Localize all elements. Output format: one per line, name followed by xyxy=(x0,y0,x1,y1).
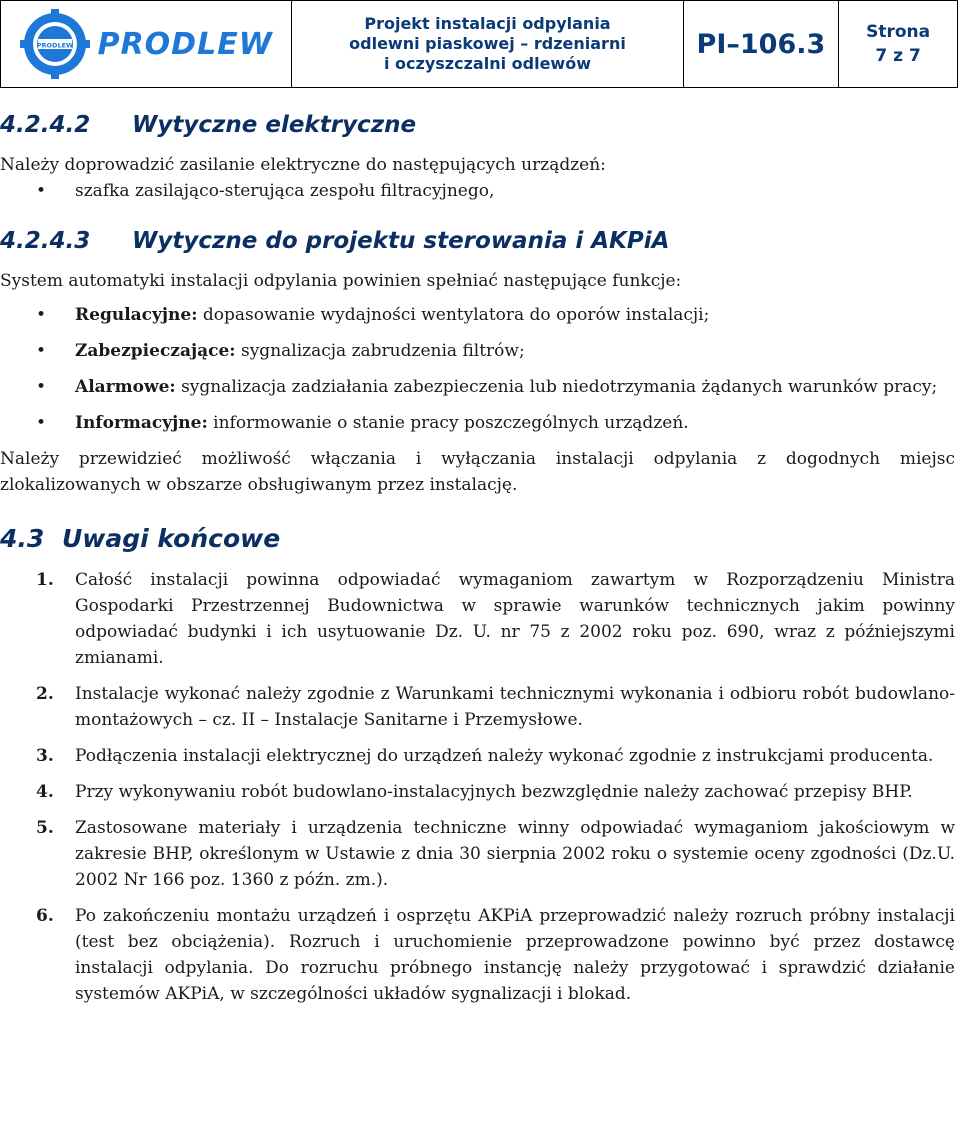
logo-cell xyxy=(1,1,292,87)
bullet-text: informowanie o stanie pracy poszczególnych urządzeń. xyxy=(207,413,689,433)
bullet-item xyxy=(0,338,955,364)
page-indicator xyxy=(839,1,957,87)
item-number: 5. xyxy=(36,818,54,838)
bullet-text: dopasowanie wydajności wentylatora do oporów instalacji; xyxy=(197,305,710,325)
title-line-2: odlewni piaskowej – rdzeniarni xyxy=(349,34,626,53)
section-number: 4.3 xyxy=(0,524,45,553)
bullet-item xyxy=(0,374,955,400)
title-line-3: i oczyszczalni odlewów xyxy=(384,54,591,73)
section-number: 4.2.4.2 xyxy=(0,112,91,138)
bullet-icon: • xyxy=(36,341,47,361)
project-title xyxy=(292,1,683,87)
gear-emblem-icon xyxy=(20,9,90,79)
paragraph: Należy przewidzieć możliwość włączania i wyłączania instalacji odpylania z dogodnych miejsc zlokalizowanych w obszarze obsługiwanym przez instalację. xyxy=(0,449,955,495)
item-text: Po zakończeniu montażu urządzeń i osprzętu AKPiA przeprowadzić należy rozruch próbny instalacji (test bez obciążenia). Rozruch i uruchomienie przeprowadzone powinno być przez dostawcę instalacji odpylania. Do rozruchu próbnego instancję należy przygotować i sprawdzić działanie systemów AKPiA, w szczególności układów sygnalizacji i blokad. xyxy=(75,906,955,1004)
paragraph: Należy doprowadzić zasilanie elektryczne do następujących urządzeń: xyxy=(0,155,606,175)
bullet-icon: • xyxy=(36,413,47,433)
title-line-1: Projekt instalacji odpylania xyxy=(364,14,611,33)
section-heading-automation xyxy=(0,228,955,254)
section-heading-final-notes xyxy=(0,524,955,553)
bullet-item xyxy=(0,178,955,204)
section-heading-electrical xyxy=(0,112,955,138)
bullet-icon: • xyxy=(36,305,47,325)
numbered-item xyxy=(0,681,955,733)
bullet-text: sygnalizacja zadziałania zabezpieczenia lub niedotrzymania żądanych warunków pracy; xyxy=(175,377,938,397)
bullet-icon: • xyxy=(36,377,47,397)
bullet-label: Zabezpieczające: xyxy=(75,341,236,361)
document-code: PI–106.3 xyxy=(684,1,840,87)
numbered-item xyxy=(0,815,955,893)
item-number: 4. xyxy=(36,782,54,802)
document-header xyxy=(0,0,958,88)
paragraph: System automatyki instalacji odpylania powinien spełniać następujące funkcje: xyxy=(0,271,682,291)
item-number: 2. xyxy=(36,684,54,704)
page-label: Strona xyxy=(866,22,931,42)
numbered-item xyxy=(0,743,955,769)
section-number: 4.2.4.3 xyxy=(0,228,91,254)
numbered-item xyxy=(0,779,955,805)
bullet-item xyxy=(0,410,955,436)
item-text: Podłączenia instalacji elektrycznej do urządzeń należy wykonać zgodnie z instrukcjami producenta. xyxy=(75,746,934,766)
item-number: 1. xyxy=(36,570,54,590)
numbered-item xyxy=(0,567,955,671)
company-logo xyxy=(20,9,273,79)
bullet-label: Informacyjne: xyxy=(75,413,208,433)
section-title: Wytyczne elektryczne xyxy=(132,112,417,138)
logo-text: PRODLEW xyxy=(97,26,273,62)
item-text: Całość instalacji powinna odpowiadać wymaganiom zawartym w Rozporządzeniu Ministra Gospodarki Przestrzennej Budownictwa w sprawie warunków technicznych jakim powinny odpowiadać budynki i ich usytuowanie Dz. U. nr 75 z 2002 roku poz. 690, wraz z późniejszymi zmianami. xyxy=(75,570,955,668)
item-text: Instalacje wykonać należy zgodnie z Warunkami technicznymi wykonania i odbioru robót budowlano-montażowych – cz. II – Instalacje Sanitarne i Przemysłowe. xyxy=(75,684,955,730)
bullet-icon: • xyxy=(36,181,47,201)
bullet-text: szafka zasilająco-sterująca zespołu filtracyjnego, xyxy=(75,181,495,201)
bullet-item xyxy=(0,302,955,328)
item-text: Zastosowane materiały i urządzenia techniczne winny odpowiadać wymaganiom jakościowym w zakresie BHP, określonym w Ustawie z dnia 30 sierpnia 2002 roku o systemie oceny zgodności (Dz.U. 2002 Nr 166 poz. 1360 z późn. zm.). xyxy=(75,818,955,890)
item-number: 3. xyxy=(36,746,54,766)
bullet-label: Regulacyjne: xyxy=(75,305,198,325)
numbered-item xyxy=(0,903,955,1007)
page-value: 7 z 7 xyxy=(875,46,921,66)
bullet-label: Alarmowe: xyxy=(75,377,176,397)
emblem-text: PRODLEW xyxy=(36,41,73,50)
bullet-text: sygnalizacja zabrudzenia filtrów; xyxy=(235,341,525,361)
document-body xyxy=(0,112,955,1007)
item-text: Przy wykonywaniu robót budowlano-instalacyjnych bezwzględnie należy zachować przepisy BHP. xyxy=(75,782,913,802)
section-title: Uwagi końcowe xyxy=(62,524,281,553)
section-title: Wytyczne do projektu sterowania i AKPiA xyxy=(132,228,670,254)
item-number: 6. xyxy=(36,906,54,926)
